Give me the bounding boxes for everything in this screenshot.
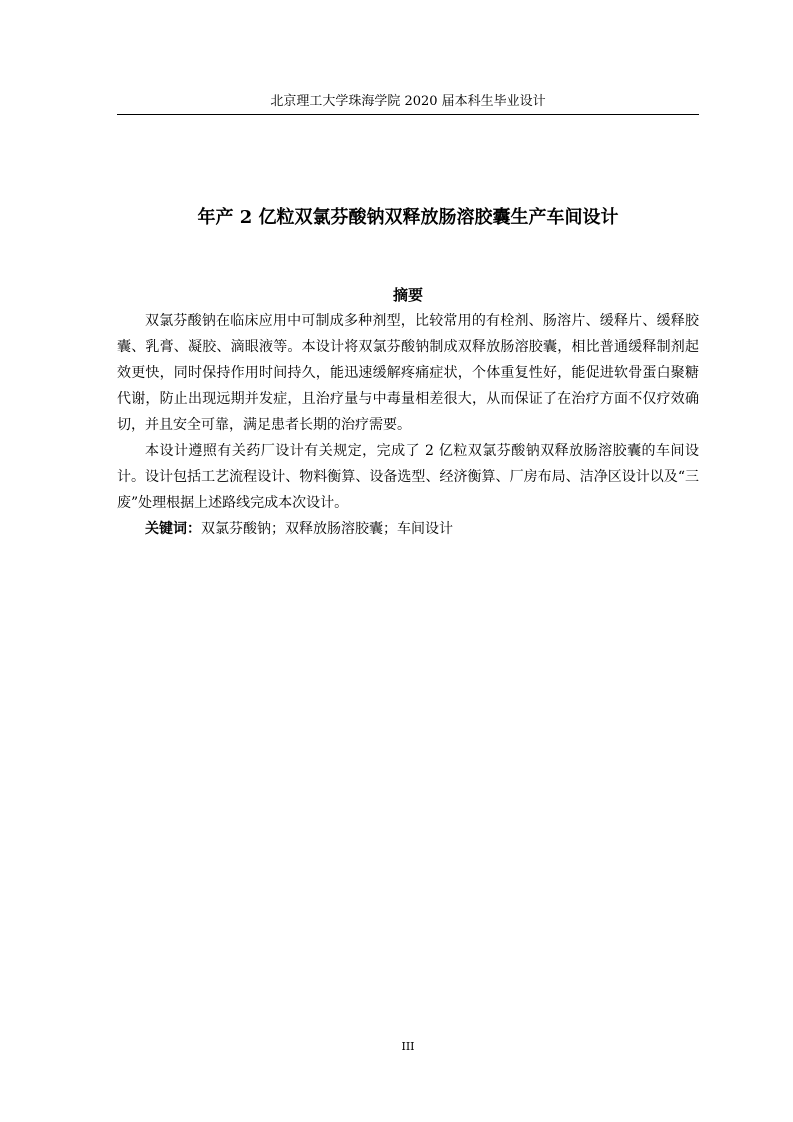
abstract-body <box>117 308 699 542</box>
header-rule <box>117 114 699 115</box>
keywords-line <box>117 516 699 542</box>
running-header: 北京理工大学珠海学院 2020 届本科生毕业设计 <box>270 94 546 109</box>
abstract-paragraph-2: 本设计遵照有关药厂设计有关规定，完成了 2 亿粒双氯芬酸钠双释放肠溶胶囊的车间设计。设计包括工艺流程设计、物料衡算、设备选型、经济衡算、厂房布局、洁净区设计以及“三废”处理根据上述路线完成本次设计。 <box>117 443 699 511</box>
page-number: III <box>401 1040 415 1053</box>
keywords-label: 关键词： <box>145 521 201 537</box>
abstract-heading: 摘要 <box>392 286 423 304</box>
abstract-paragraph-1: 双氯芬酸钠在临床应用中可制成多种剂型，比较常用的有栓剂、肠溶片、缓释片、缓释胶囊、乳膏、凝胶、滴眼液等。本设计将双氯芬酸钠制成双释放肠溶胶囊，相比普通缓释制剂起效更快，同时保持作用时间持久，能迅速缓解疼痛症状，个体重复性好，能促进软骨蛋白聚糖代谢，防止出现远期并发症，且治疗量与中毒量相差很大，从而保证了在治疗方面不仅疗效确切，并且安全可靠，满足患者长期的治疗需要。 <box>117 313 699 433</box>
keywords-text: 双氯芬酸钠；双释放肠溶胶囊；车间设计 <box>201 521 453 537</box>
document-title: 年产 2 亿粒双氯芬酸钠双释放肠溶胶囊生产车间设计 <box>197 207 619 228</box>
